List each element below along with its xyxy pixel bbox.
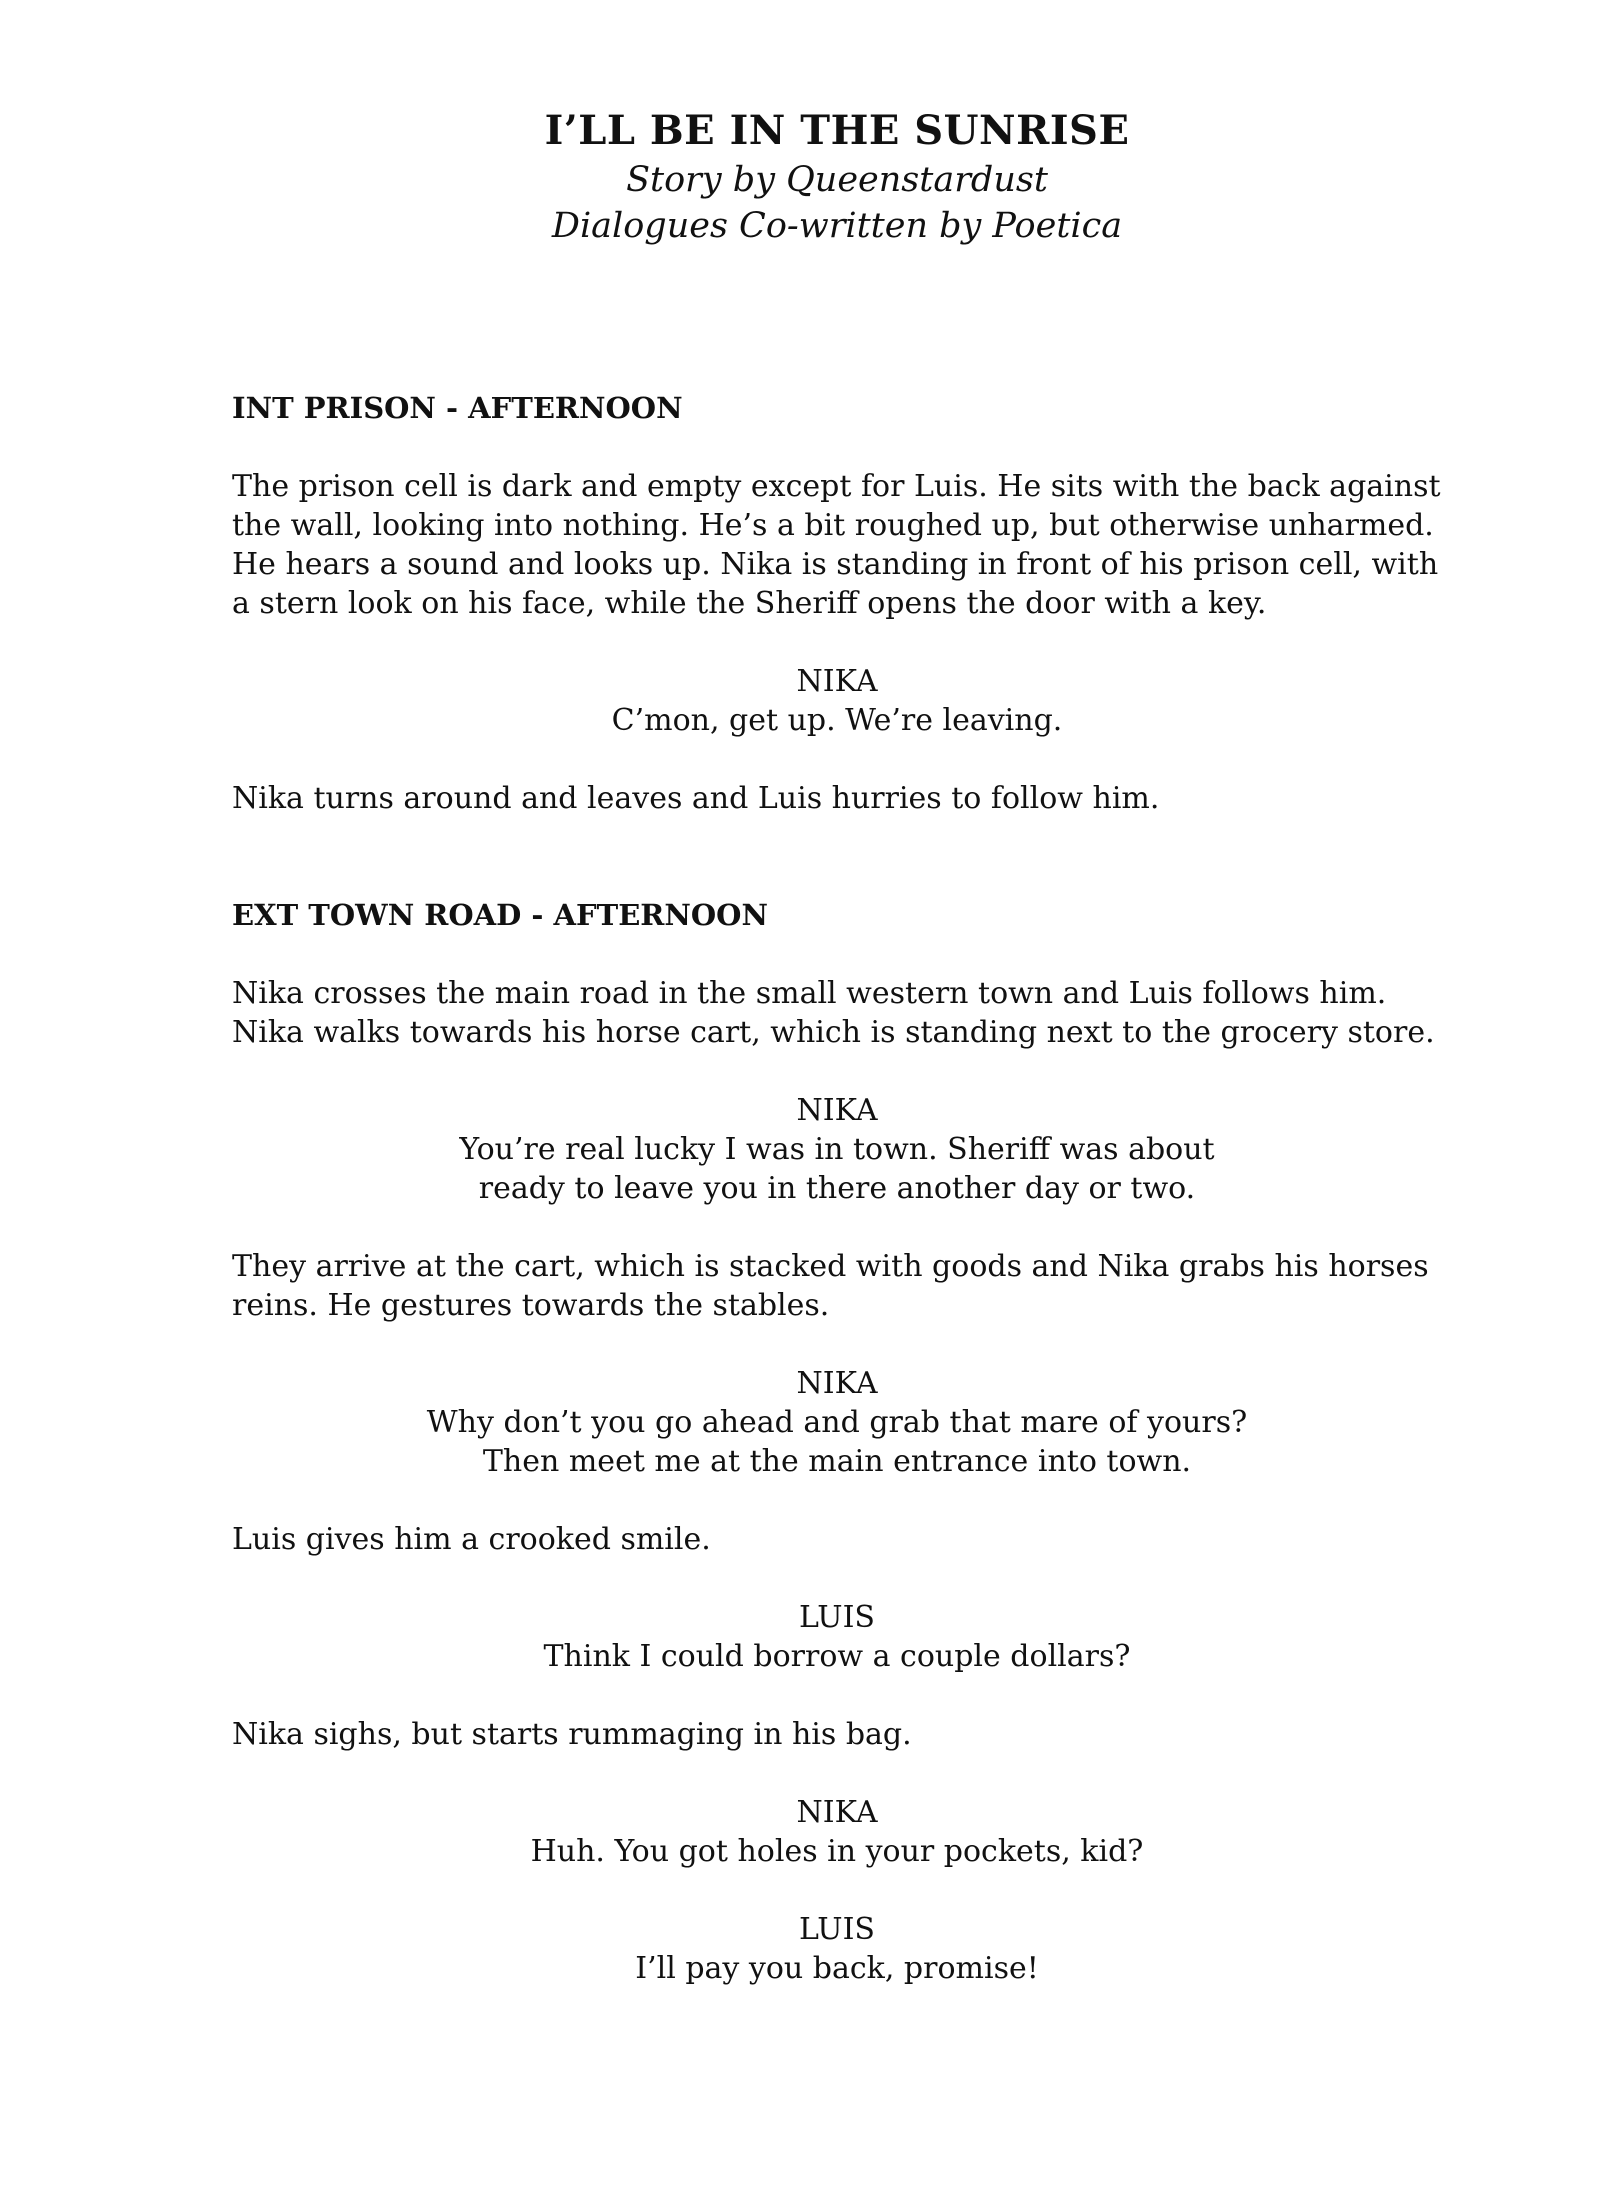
dialogue-block (232, 1598, 1442, 1676)
dialogue-line: Why don’t you go ahead and grab that mare of yours? (426, 1405, 1248, 1440)
character-name: NIKA (796, 1093, 878, 1128)
scene-heading: INT PRISON - AFTERNOON (232, 391, 683, 425)
character-name: LUIS (799, 1600, 875, 1635)
character-name: NIKA (796, 1366, 878, 1401)
dialogue-line: C’mon, get up. We’re leaving. (611, 703, 1063, 738)
dialogue-block (232, 1364, 1442, 1481)
dialogue-block (232, 662, 1442, 740)
script-body (232, 389, 1442, 1988)
action-line: Luis gives him a crooked smile. (232, 1522, 711, 1557)
character-name: LUIS (799, 1912, 875, 1947)
dialogue-block (232, 1793, 1442, 1871)
dialogue-credit: Dialogues Co-written by Poetica (551, 206, 1123, 246)
character-name: NIKA (796, 664, 878, 699)
dialogue-line: ready to leave you in there another day or two. (478, 1171, 1196, 1206)
dialogue-line: Think I could borrow a couple dollars? (543, 1639, 1131, 1674)
dialogue-line: Huh. You got holes in your pockets, kid? (530, 1834, 1144, 1869)
dialogue-line: I’ll pay you back, promise! (635, 1951, 1039, 1986)
dialogue-block (232, 1091, 1442, 1208)
action-line: The prison cell is dark and empty except for Luis. He sits with the back against the wall, looking into nothing. He’s a bit roughed up, but otherwise unharmed. He hears a sound and looks up. Nika is standing in front of his prison cell, with a stern look on his face, while the Sheriff opens the door with a key. (232, 469, 1441, 621)
dialogue-line: Then meet me at the main entrance into town. (482, 1444, 1192, 1479)
script-title: I’LL BE IN THE SUNRISE (544, 107, 1130, 154)
character-name: NIKA (796, 1795, 878, 1830)
dialogue-line: You’re real lucky I was in town. Sheriff was about (459, 1132, 1215, 1167)
title-block (232, 105, 1442, 249)
action-line: Nika crosses the main road in the small western town and Luis follows him. Nika walks towards his horse cart, which is standing next to the grocery store. (232, 976, 1435, 1050)
action-line: Nika sighs, but starts rummaging in his bag. (232, 1717, 912, 1752)
screenplay-page (232, 105, 1442, 1988)
dialogue-block (232, 1910, 1442, 1988)
story-credit: Story by Queenstardust (626, 160, 1048, 200)
scene-heading: EXT TOWN ROAD - AFTERNOON (232, 898, 768, 932)
action-line: They arrive at the cart, which is stacked with goods and Nika grabs his horses reins. He gestures towards the stables. (232, 1249, 1429, 1323)
action-line: Nika turns around and leaves and Luis hurries to follow him. (232, 781, 1160, 816)
